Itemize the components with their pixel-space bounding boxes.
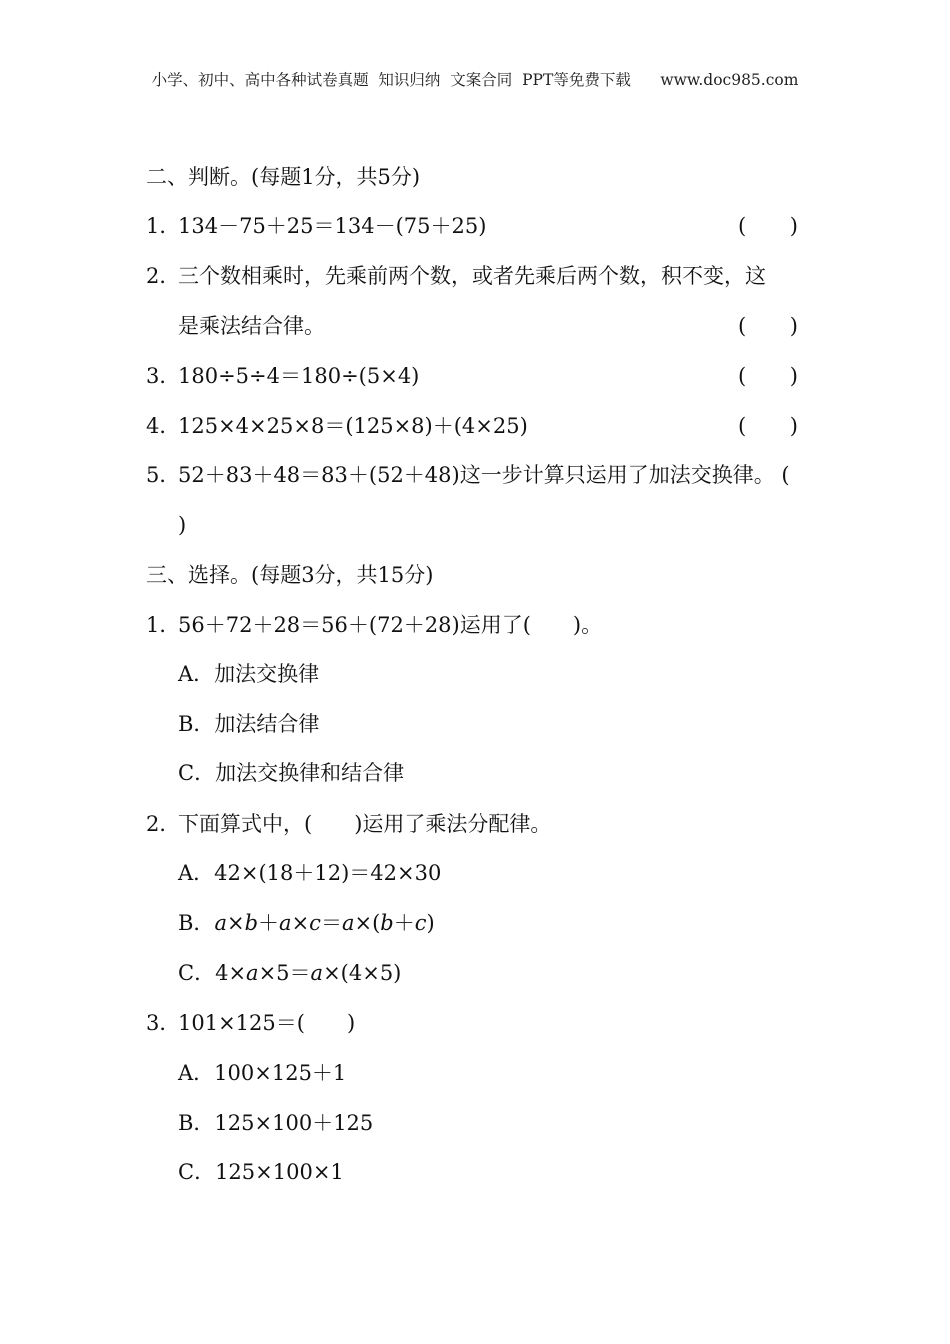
answer-blank[interactable]: ( ) (738, 364, 798, 388)
item-text: 52＋83＋48＝83＋(52＋48)这一步计算只运用了加法交换律。 ( (178, 463, 790, 487)
q3-option-b[interactable]: B．125×100＋125 (178, 1111, 374, 1135)
item-number: 2． (146, 264, 181, 288)
judge-item-2-cont (178, 311, 810, 341)
item-number: 3． (146, 364, 181, 388)
question-stem: 101×125＝( ) (178, 1011, 356, 1035)
judge-item-1 (146, 211, 810, 241)
q3-option-c[interactable]: C．125×100×1 (178, 1160, 344, 1184)
q1-option-a[interactable]: A．加法交换律 (178, 662, 320, 686)
question-stem: 56＋72＋28＝56＋(72＋28)运用了( )。 (178, 613, 603, 637)
item-number: 1． (146, 613, 181, 637)
item-text-cont: 是乘法结合律。 (178, 314, 325, 338)
section-3-title: 三、选择。(每题3分，共15分) (146, 563, 434, 587)
answer-blank-close[interactable]: ) (178, 513, 187, 537)
question-stem: 下面算式中，( )运用了乘法分配律。 (178, 812, 552, 836)
item-text: 134－75＋25＝134－(75＋25) (178, 214, 487, 238)
item-text: 125×4×25×8＝(125×8)＋(4×25) (178, 414, 528, 438)
judge-item-5-cont (178, 510, 810, 540)
q2-option-a[interactable]: A．42×(18＋12)＝42×30 (178, 861, 442, 885)
section-2-title: 二、判断。(每题1分，共5分) (146, 165, 421, 189)
item-number: 3． (146, 1011, 181, 1035)
judge-item-5 (146, 460, 810, 490)
q1-option-b[interactable]: B．加法结合律 (178, 712, 320, 736)
answer-blank[interactable]: ( ) (738, 314, 798, 338)
judge-item-3 (146, 361, 810, 391)
answer-blank[interactable]: ( ) (738, 214, 798, 238)
q2-option-c[interactable]: C．4×a×5＝a×(4×5) (178, 961, 402, 985)
item-number: 5． (146, 463, 181, 487)
choice-question-3 (146, 1008, 810, 1038)
item-number: 4． (146, 414, 181, 438)
judge-item-4 (146, 411, 810, 441)
judge-item-2 (146, 261, 810, 291)
choice-question-1 (146, 610, 810, 640)
q2-option-b[interactable]: B．a×b＋a×c＝a×(b＋c) (178, 911, 435, 935)
answer-blank[interactable]: ( ) (738, 414, 798, 438)
item-number: 2． (146, 812, 181, 836)
item-text: 180÷5÷4＝180÷(5×4) (178, 364, 420, 388)
q3-option-a[interactable]: A．100×125＋1 (178, 1061, 347, 1085)
page-header: 小学、初中、高中各种试卷真题 知识归纳 文案合同 PPT等免费下载 www.doc985.com (151, 71, 799, 89)
choice-question-2 (146, 809, 810, 839)
item-text: 三个数相乘时，先乘前两个数，或者先乘后两个数，积不变，这 (178, 264, 766, 288)
item-number: 1． (146, 214, 181, 238)
q1-option-c[interactable]: C．加法交换律和结合律 (178, 761, 405, 785)
